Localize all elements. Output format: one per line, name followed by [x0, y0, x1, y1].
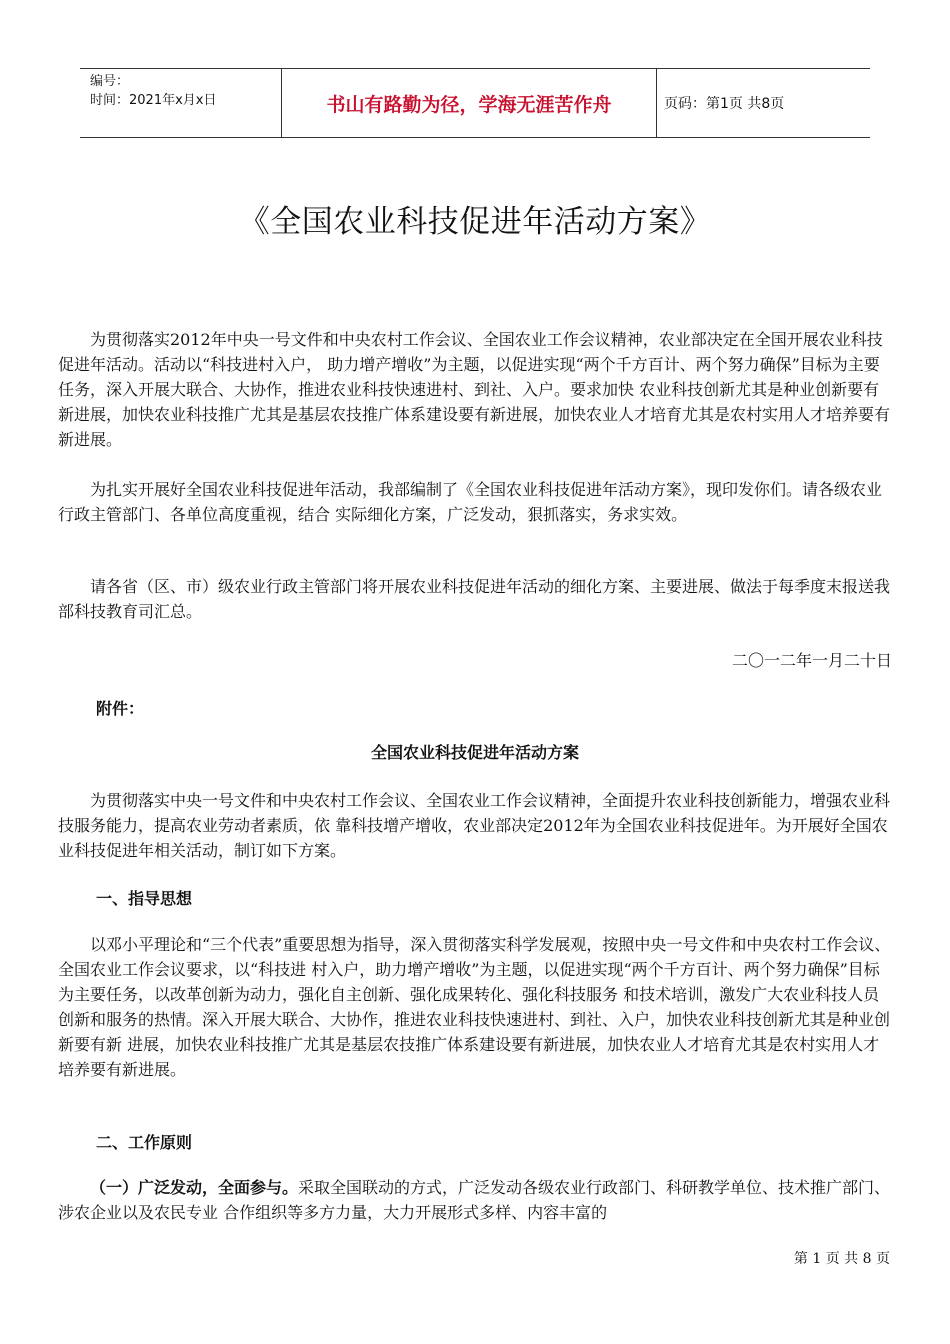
page-footer: 第 1 页 共 8 页 [793, 1251, 890, 1267]
header-meta [80, 69, 281, 137]
time-label: 时间：2021年x月x日 [90, 93, 217, 108]
document-title: 《全国农业科技促进年活动方案》 [238, 204, 712, 240]
number-label: 编号： [90, 74, 130, 89]
document-date: 二〇一二年一月二十日 [731, 651, 892, 670]
attachment-label: 附件： [96, 699, 145, 718]
paragraph-request: 请各省（区、市）级农业行政主管部门将开展农业科技促进年活动的细化方案、主要进展、做法于每季度末报送我部科技教育司汇总。 [58, 577, 891, 621]
paragraph-notice: 为扎实开展好全国农业科技促进年活动，我部编制了《全国农业科技促进年活动方案》，现印发你们。请各级农业行政主管部门、各单位高度重视，结合 实际细化方案，广泛发动，狠抓落实，务求实效。 [58, 480, 883, 524]
section-heading-principles: 二、工作原则 [96, 1133, 193, 1152]
paragraph-intro: 为贯彻落实2012年中央一号文件和中央农村工作会议、全国农业工作会议精神，农业部决定在全国开展农业科技促进年活动。活动以“科技进村入户， 助力增产增收”为主题，以促进实现“两个千方百计、两个努力确保”目标为主要任务，深入开展大联合、大协作，推进农业科技快速进村、到社、入户。要求加快 农业科技创新尤其是种业创新要有新进展，加快农业科技推广尤其是基层农技推广体系建设要有新进展，加快农业人才培育尤其是农村实用人才培养要有新进展。 [58, 330, 891, 449]
header-page-info: 页码：第1页 共8页 [664, 96, 785, 112]
paragraph-principle-1 [58, 1175, 892, 1225]
document-header [80, 68, 870, 138]
attachment-title: 全国农业科技促进年活动方案 [370, 743, 579, 762]
section-heading-guiding: 一、指导思想 [96, 889, 193, 908]
header-motto: 书山有路勤为径，学海无涯苦作舟 [281, 69, 657, 137]
principle-1-text: 采取全国联动的方式，广泛发动各级农业行政部门、科研教学单位、技术推广部门、涉农企业以及农民专业 合作组织等多方力量，大力开展形式多样、内容丰富的 [58, 1178, 891, 1222]
paragraph-guiding: 以邓小平理论和“三个代表”重要思想为指导，深入贯彻落实科学发展观，按照中央一号文件和中央农村工作会议、全国农业工作会议要求，以“科技进 村入户，助力增产增收”为主题，以促进实现“两个千方百计、两个努力确保”目标为主要任务，以改革创新为动力，强化自主创新、强化成果转化、强化科技服务 和技术培训，激发广大农业科技人员创新和服务的热情。深入开展大联合、大协作，推进农业科技快速进村、到社、入户，加快农业科技创新尤其是种业创新要有新 进展，加快农业科技推广尤其是基层农技推广体系建设要有新进展，加快农业人才培育尤其是农村实用人才培养要有新进展。 [58, 935, 891, 1079]
paragraph-plan-intro: 为贯彻落实中央一号文件和中央农村工作会议、全国农业工作会议精神，全面提升农业科技创新能力，增强农业科技服务能力，提高农业劳动者素质，依 靠科技增产增收，农业部决定2012年为全国农业科技促进年。为开展好全国农业科技促进年相关活动，制订如下方案。 [58, 791, 891, 860]
principle-1-lead: （一）广泛发动，全面参与。 [90, 1178, 299, 1197]
